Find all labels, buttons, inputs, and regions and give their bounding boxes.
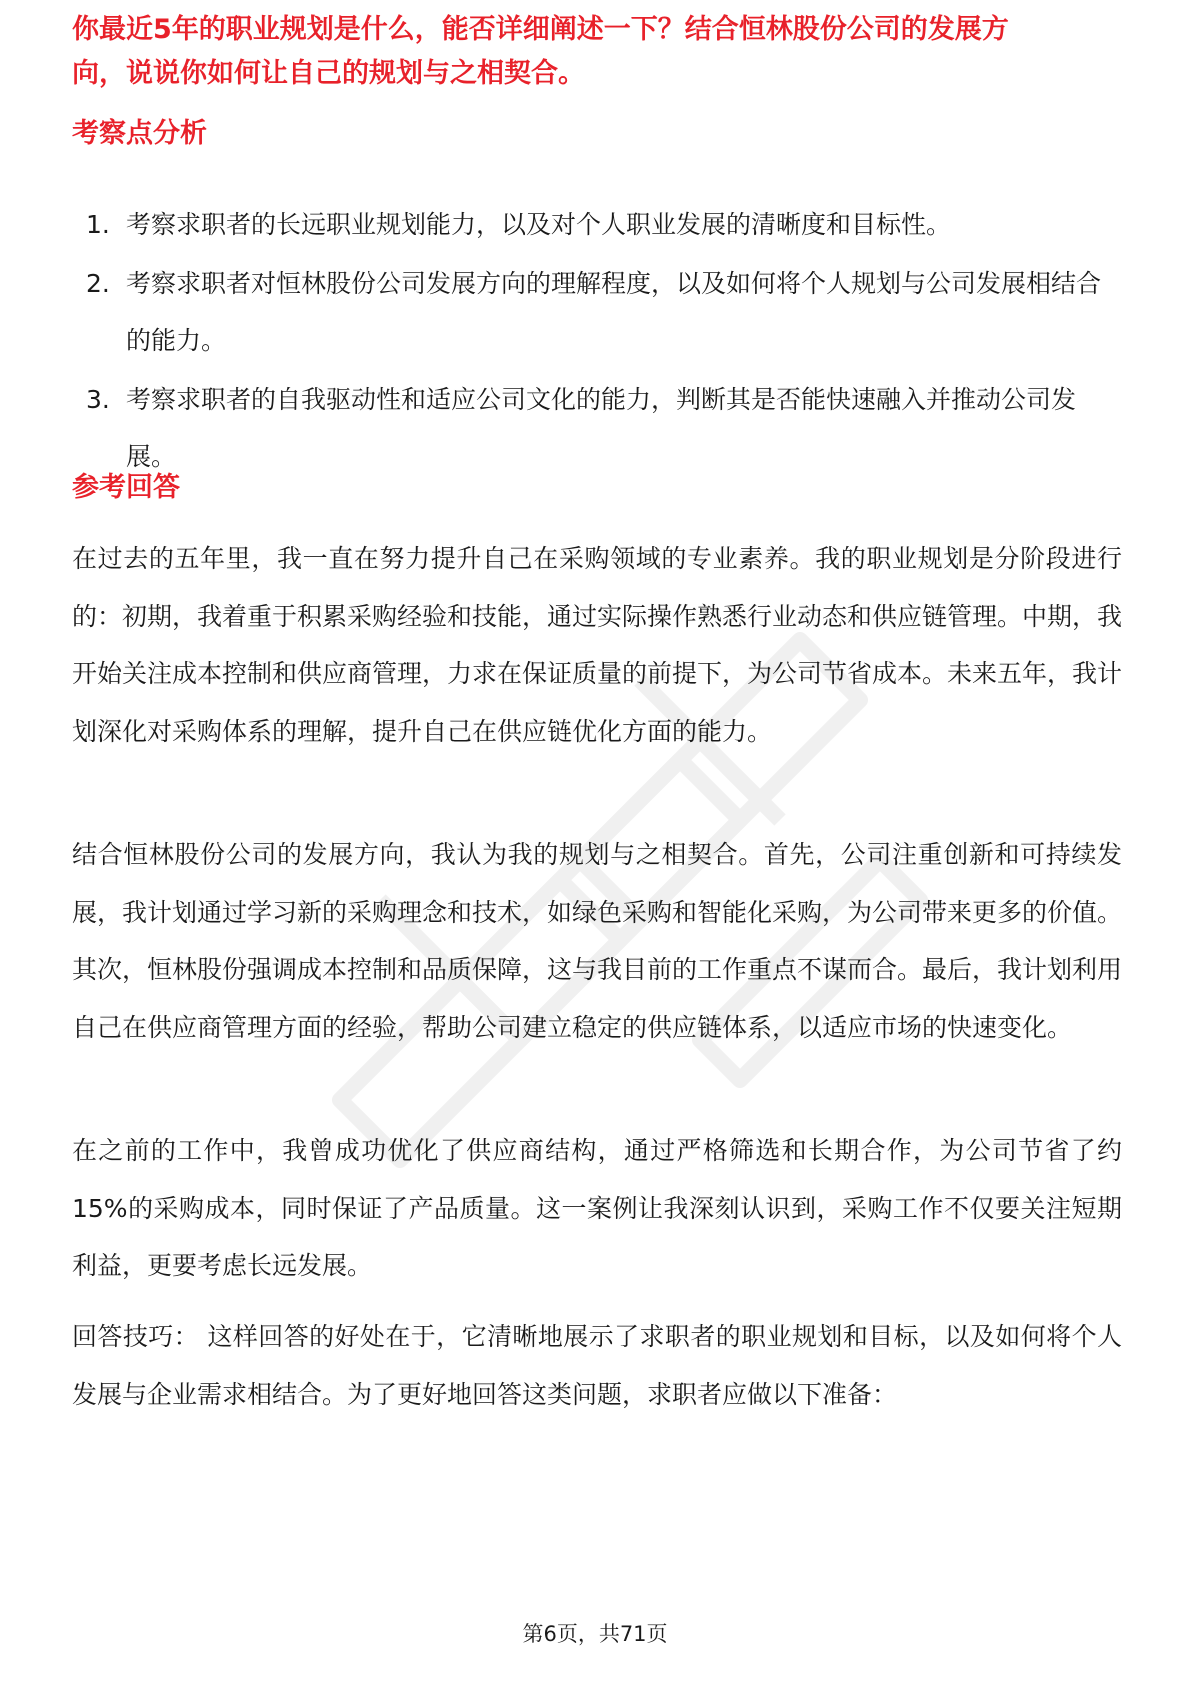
answer-paragraph: 在过去的五年里，我一直在努力提升自己在采购领域的专业素养。我的职业规划是分阶段进行的：初期，我着重于积累采购经验和技能，通过实际操作熟悉行业动态和供应链管理。中期，我开始关注成本控制和供应商管理，力求在保证质量的前提下，为公司节省成本。未来五年，我计划深化对采购体系的理解，提升自己在供应链优化方面的能力。 bbox=[72, 544, 1123, 746]
list-item bbox=[72, 196, 1122, 253]
list-item-text: 考察求职者对恒林股份公司发展方向的理解程度，以及如何将个人规划与公司发展相结合的能力。 bbox=[126, 269, 1102, 355]
list-item bbox=[72, 255, 1122, 369]
question-title bbox=[72, 14, 1122, 104]
list-item-number: 3. bbox=[86, 385, 110, 414]
answer-paragraph: 在之前的工作中，我曾成功优化了供应商结构，通过严格筛选和长期合作，为公司节省了约15%的采购成本，同时保证了产品质量。这一案例让我深刻认识到，采购工作不仅要关注短期利益，更要考虑长远发展。 bbox=[72, 1136, 1122, 1280]
list-item-text: 考察求职者的长远职业规划能力，以及对个人职业发展的清晰度和目标性。 bbox=[126, 210, 952, 239]
analysis-heading: 考察点分析 bbox=[72, 118, 207, 149]
list-item-number: 1. bbox=[86, 210, 110, 239]
answer-heading: 参考回答 bbox=[72, 472, 180, 503]
analysis-list bbox=[72, 196, 1122, 487]
list-item-text: 考察求职者的自我驱动性和适应公司文化的能力，判断其是否能快速融入并推动公司发展。 bbox=[126, 385, 1077, 471]
answer-paragraph: 结合恒林股份公司的发展方向，我认为我的规划与之相契合。首先，公司注重创新和可持续发展，我计划通过学习新的采购理念和技术，如绿色采购和智能化采购，为公司带来更多的价值。其次，恒林股份强调成本控制和品质保障，这与我目前的工作重点不谋而合。最后，我计划利用自己在供应商管理方面的经验，帮助公司建立稳定的供应链体系，以适应市场的快速变化。 bbox=[72, 840, 1123, 1042]
page-number-footer: 第6页，共71页 bbox=[522, 1622, 668, 1646]
question-line-2: 向，说说你如何让自己的规划与之相契合。 bbox=[72, 58, 585, 89]
answer-tips-paragraph: 回答技巧： 这样回答的好处在于，它清晰地展示了求职者的职业规划和目标，以及如何将个人发展与企业需求相结合。为了更好地回答这类问题，求职者应做以下准备： bbox=[72, 1322, 1122, 1409]
question-line-1: 你最近5年的职业规划是什么，能否详细阐述一下？结合恒林股份公司的发展方 bbox=[72, 14, 1009, 45]
list-item bbox=[72, 371, 1122, 485]
list-item-number: 2. bbox=[86, 269, 110, 298]
